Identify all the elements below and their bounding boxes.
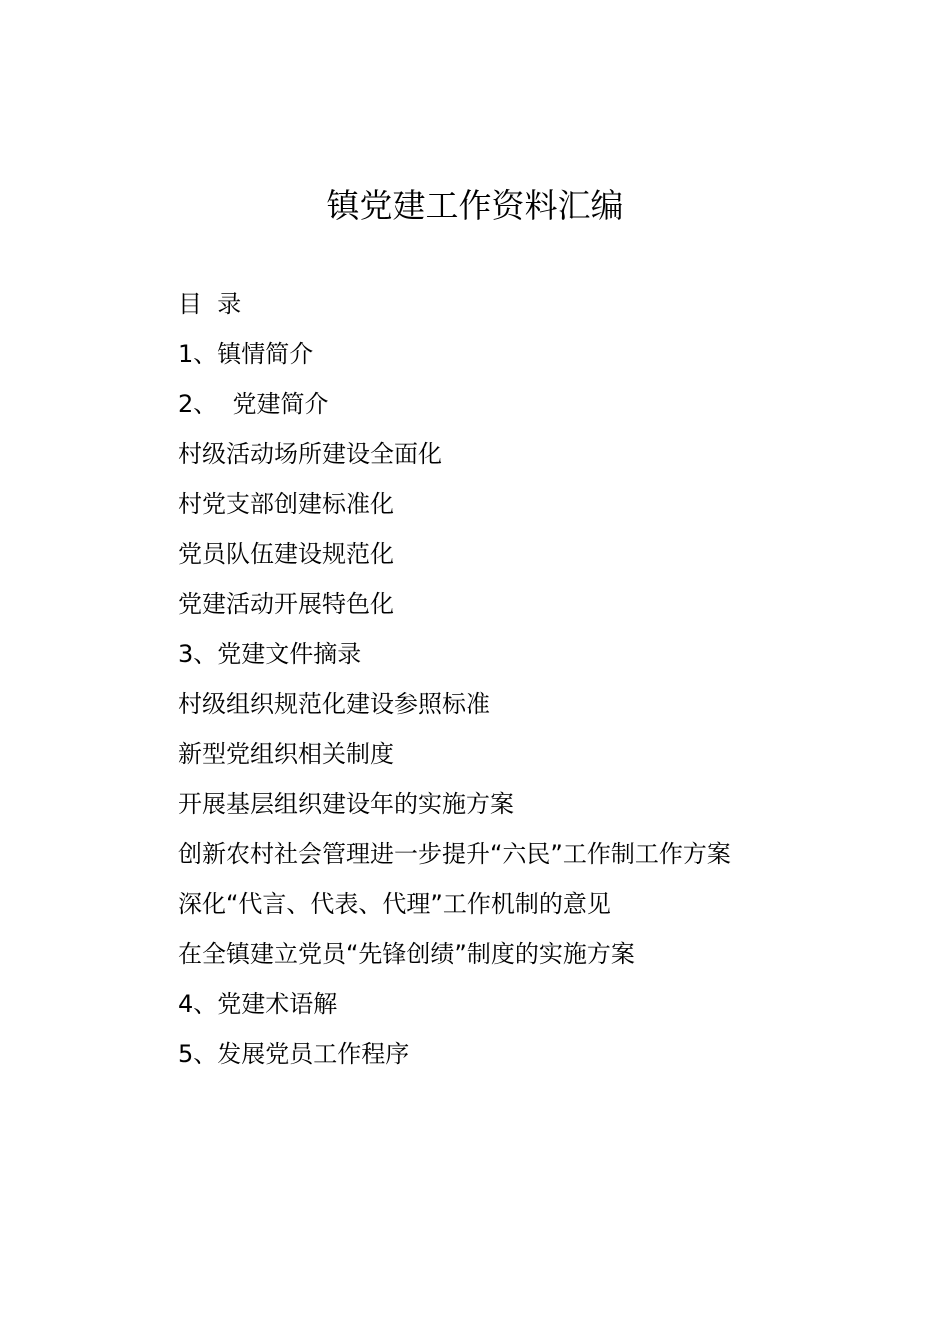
- toc-item: 深化“代言、代表、代理”工作机制的意见: [178, 890, 611, 918]
- toc-item: 创新农村社会管理进一步提升“六民”工作制工作方案: [178, 840, 731, 868]
- toc-item: 5、发展党员工作程序: [178, 1040, 410, 1068]
- toc-item: 村党支部创建标准化: [178, 490, 394, 518]
- toc-item: 党员队伍建设规范化: [178, 540, 394, 568]
- toc-item: 新型党组织相关制度: [178, 740, 394, 768]
- toc-item: 村级组织规范化建设参照标准: [178, 690, 490, 718]
- toc-item: 4、党建术语解: [178, 990, 338, 1018]
- toc-item: 村级活动场所建设全面化: [178, 440, 442, 468]
- toc-item: 3、党建文件摘录: [178, 640, 362, 668]
- toc-item: 2、 党建简介: [178, 390, 329, 418]
- toc-heading: 目 录: [178, 290, 242, 318]
- document-title: 镇党建工作资料汇编: [326, 186, 624, 225]
- toc-item: 1、镇情简介: [178, 340, 314, 368]
- toc-item: 在全镇建立党员“先锋创绩”制度的实施方案: [178, 940, 635, 968]
- table-of-contents: [178, 279, 731, 1079]
- toc-item: 党建活动开展特色化: [178, 590, 394, 618]
- toc-item: 开展基层组织建设年的实施方案: [178, 790, 514, 818]
